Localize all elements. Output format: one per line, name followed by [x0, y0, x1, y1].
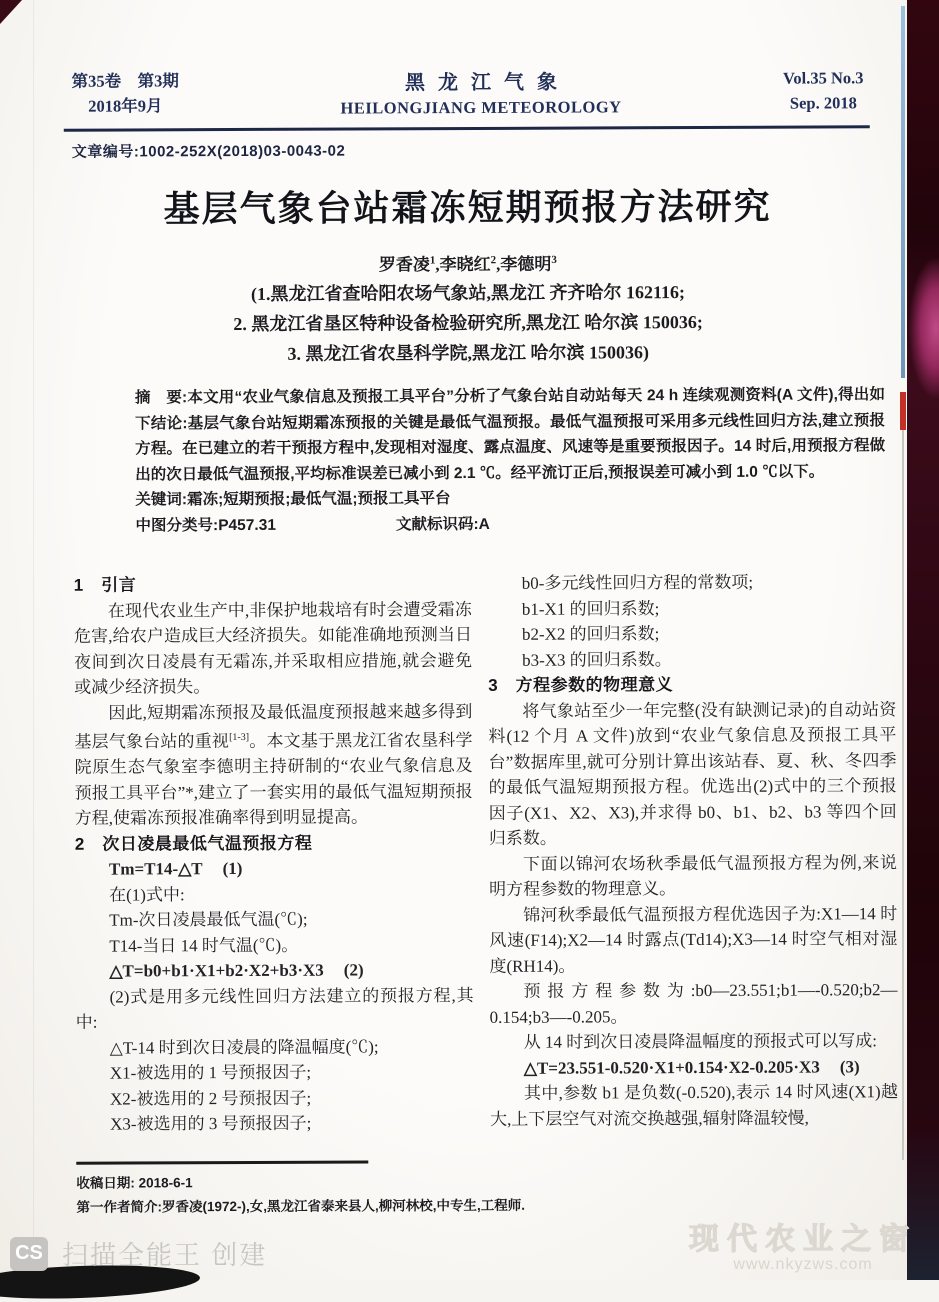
affiliation-2: 2. 黑龙江省垦区特种设备检验研究所,黑龙江 哈尔滨 150036; [233, 311, 703, 335]
scan-corner-top-left [0, 0, 22, 24]
document-code [396, 511, 490, 537]
right-column [488, 569, 898, 1132]
classification-line [135, 510, 885, 539]
term-definition: X1-被选用的 1 号预报因子; [109, 1062, 312, 1083]
doc-code-label: 文献标识码: [395, 515, 479, 533]
term-definition: b1-X1 的回归系数; [521, 598, 660, 619]
paragraph [74, 698, 473, 831]
date-cn: 2018年9月 [88, 96, 163, 116]
keywords-label: 关键词: [135, 491, 188, 509]
term-definition: b2-X2 的回归系数; [521, 624, 660, 644]
term-definition: b3-X3 的回归系数。 [522, 649, 672, 670]
paragraph-text: 因此,短期霜冻预报及最低温度预报越来越多得到基层气象台站的重视 [74, 701, 473, 752]
equation-3 [490, 1054, 898, 1081]
abstract-paragraph [135, 382, 885, 487]
scan-edge-blue-line [901, 6, 905, 378]
paragraph: (2)式是用多元线性回归方法建立的预报方程,其中: [75, 985, 474, 1032]
equation-number: (2) [343, 960, 364, 980]
author: 罗香凌 [378, 255, 430, 275]
abstract-label: 摘 要: [134, 389, 188, 407]
author: 李德明 [500, 254, 552, 274]
paragraph: 从 14 时到次日凌晨降温幅度的预报式可以写成: [523, 1031, 878, 1052]
equation-body: △T=b0+b1·X1+b2·X2+b3·X3 [109, 960, 324, 981]
keywords-text: 霜冻;短期预报;最低气温;预报工具平台 [187, 490, 451, 509]
camscanner-logo-icon: CS [10, 1237, 48, 1271]
author-separator: , [496, 254, 501, 274]
volume-issue-cn: 第35卷 第3期 [71, 71, 179, 91]
section-1-heading: 1 引言 [73, 575, 137, 595]
clc-label: 中图分类号: [135, 516, 219, 534]
paragraph: 其中,参数 b1 是负数(-0.520),表示 14 时风速(X1)越大,上下层空气对流交换越强,辐射降温较慢, [490, 1082, 899, 1129]
section-3-heading: 3 方程参数的物理意义 [488, 675, 674, 695]
scan-edge-pink-blob [909, 258, 939, 398]
scan-edge-red-segment [900, 392, 906, 430]
volume-issue-en: Vol.35 No.3 [782, 68, 864, 88]
equation-body: Tm=T14-△T [108, 859, 203, 879]
author-separator: , [435, 255, 440, 275]
site-watermark-name: 现代农业之窗 [689, 1223, 917, 1256]
clc-value: P457.31 [218, 516, 276, 534]
issue-info-cn [72, 68, 179, 118]
citation-mark: [1-3] [229, 731, 250, 744]
scan-edge-right [907, 0, 939, 1280]
journal-name-cn: 黑龙江气象 [404, 71, 570, 95]
header-divider [64, 125, 870, 132]
affiliation-3: 3. 黑龙江省农垦科学院,黑龙江 哈尔滨 150036) [287, 342, 650, 364]
issue-info-en [783, 65, 864, 115]
term-definition: X3-被选用的 3 号预报因子; [110, 1113, 312, 1134]
date-en: Sep. 2018 [789, 93, 857, 113]
clc-number [135, 512, 276, 538]
journal-header [71, 64, 863, 119]
doc-code-value: A [478, 515, 490, 533]
abstract-block [135, 382, 886, 538]
equation-number: (3) [839, 1056, 860, 1076]
term-definition: △T-14 时到次日凌晨的降温幅度(℃); [109, 1037, 379, 1058]
author-affil-mark: 2 [490, 254, 497, 267]
affiliation-1: (1.黑龙江省查哈阳农场气象站,黑龙江 齐齐哈尔 162116; [250, 282, 686, 304]
equation-1 [75, 855, 473, 882]
author-affil-mark: 3 [551, 253, 557, 266]
section-2-heading: 2 次日凌晨最低气温预报方程 [74, 833, 313, 854]
paragraph: 将气象站至少一年完整(没有缺测记录)的自动站资料(12 个月 A 文件)放到“农业气象信息及预报工具平台”数据库里,就可分别计算出该站春、夏、秋、冬四季的最低气温短期预报方程。优选出(2)式中的三个预报因子(X1、X2、X3),并求得 b0、b1、b2、b3 等四个回归系数。 [488, 699, 897, 848]
camscanner-watermark [10, 1235, 267, 1272]
abstract-text: 本文用“农业气象信息及预报工具平台”分析了气象台站自动站每天 24 h 连续观测资料(A 文件),得出如下结论:基层气象台站短期霜冻预报的关键是最低气温预报。最低气温预报可采用多元线性回归方法,建立预报方程。在已建立的若干预报方程中,发现相对湿度、露点温度、风速等是重要预报因子。14 时后,用预报方程做出的次日最低气温预报,平均标准误差已减小到 2.1 ℃。经平流订正后,预报误差可减小到 1.0 ℃以下。 [135, 386, 886, 483]
paragraph: 下面以锦河农场秋季最低气温预报方程为例,来说明方程参数的物理意义。 [489, 852, 898, 899]
keywords-line [135, 484, 885, 513]
paragraph-text: 。本文基于黑龙江省农垦科学院原生态气象室李德明主持研制的“农业气象信息及预报工具平台”*,建立了一套实用的最低气温短期预报方程,使霜冻预报准确率得到明显提高。 [74, 730, 473, 828]
equation-body: △T=23.551-0.520·X1+0.154·X2-0.205·X3 [523, 1056, 820, 1078]
paragraph: 预报方程参数为:b0—23.551;b1—-0.520;b2—0.154;b3—-0.205。 [489, 980, 898, 1027]
authors-line [0, 248, 937, 277]
term-definition: T14-当日 14 时气温(℃)。 [109, 935, 299, 956]
footnote-block [76, 1159, 716, 1219]
author: 李晓红 [439, 254, 491, 275]
term-definition: Tm-次日凌晨最低气温(℃); [109, 909, 308, 930]
article-title: 基层气象台站霜冻短期预报方法研究 [163, 185, 772, 230]
paragraph: 在现代农业生产中,非保护地栽培有时会遭受霜冻危害,给农户造成巨大经济损失。如能准确地预测当日夜间到次日凌晨有无霜冻,并采取相应措施,就会避免或减少经济损失。 [73, 599, 473, 697]
left-column [74, 571, 474, 1137]
author-affil-mark: 1 [429, 254, 436, 267]
first-author-bio: 第一作者简介:罗香凌(1972-),女,黑龙江省泰来县人,柳河林校,中专生,工程师. [76, 1197, 526, 1215]
journal-name [340, 65, 621, 118]
site-watermark-url: www.nkyzws.com [733, 1256, 873, 1273]
footnote-divider [76, 1160, 368, 1164]
article-number: 文章编号:1002-252X(2018)03-0043-02 [71, 142, 346, 161]
scan-edge-gray-line [902, 430, 904, 1160]
received-date: 收稿日期: 2018-6-1 [76, 1174, 193, 1191]
equation-number: (1) [222, 859, 243, 879]
affiliations [0, 276, 938, 370]
term-definition: b0-多元线性回归方程的常数项; [521, 572, 754, 593]
paragraph: 锦河秋季最低气温预报方程优选因子为:X1—14 时风速(F14);X2—14 时露点(Td14);X3—14 时空气相对湿度(RH14)。 [489, 903, 898, 976]
journal-name-en: HEILONGJIANG METEOROLOGY [340, 97, 622, 118]
site-watermark [689, 1214, 917, 1274]
term-definition: X2-被选用的 2 号预报因子; [109, 1088, 312, 1109]
equation-2 [75, 957, 473, 984]
camscanner-watermark-text: 扫描全能王 创建 [62, 1240, 268, 1270]
text-line: 在(1)式中: [109, 884, 185, 905]
